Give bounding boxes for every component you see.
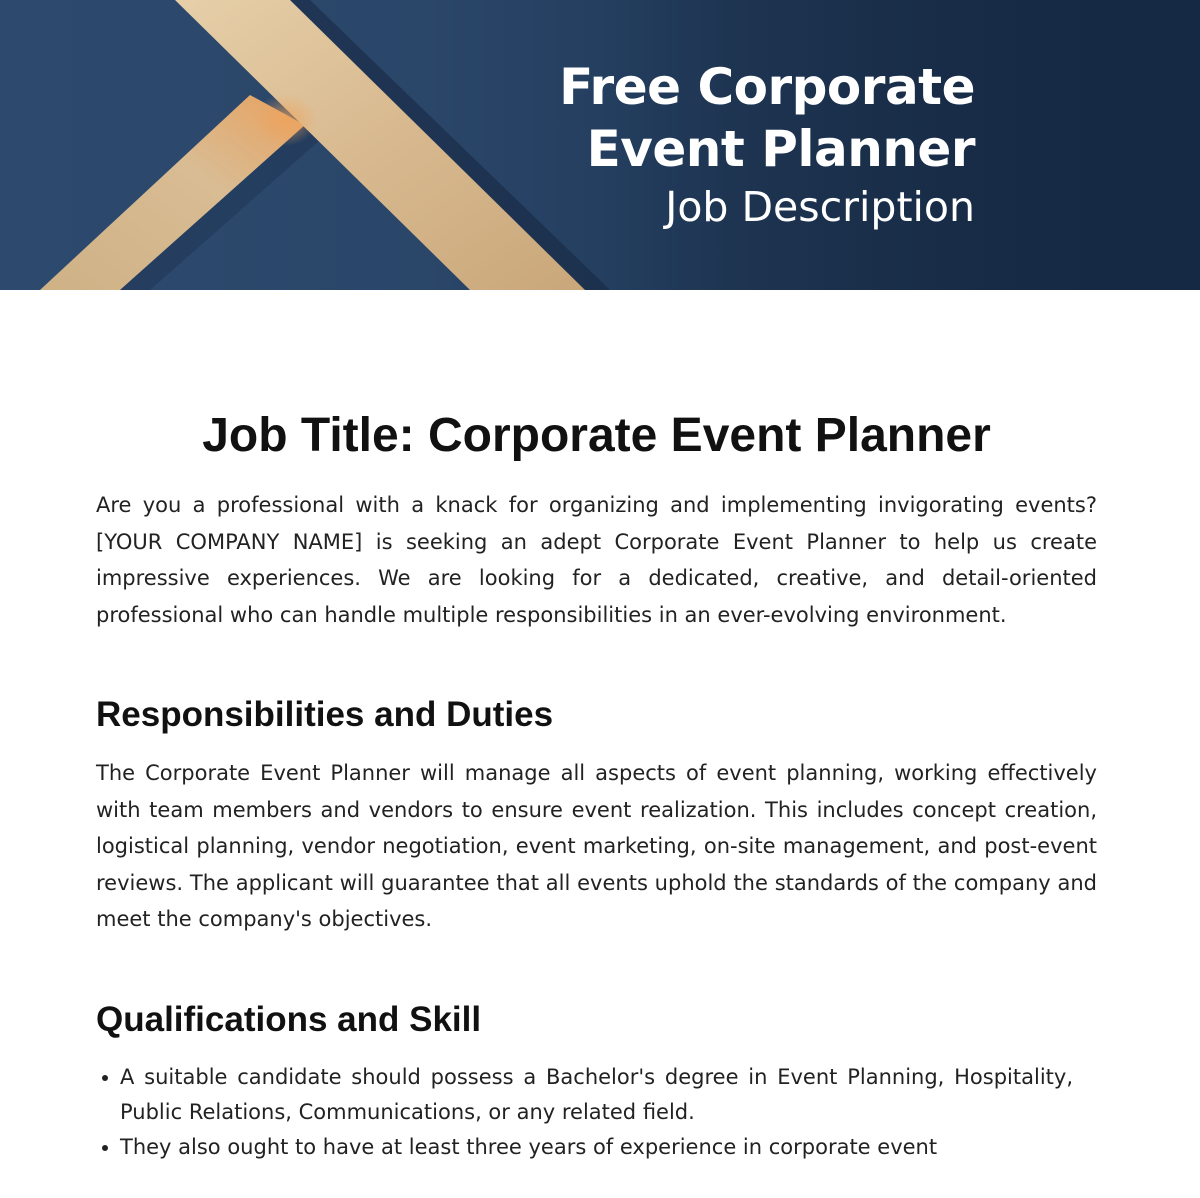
bullet-icon [102,1145,108,1151]
qualifications-heading: Qualifications and Skill [96,999,482,1039]
document-body [96,405,1097,1165]
job-title-heading: Job Title: Corporate Event Planner [202,409,991,462]
banner-heading-group [559,56,975,234]
list-item-text: A suitable candidate should possess a Bachelor's degree in Event Planning, Hospitality, Public Relations, Communications, or any related field. [120,1064,1073,1124]
list-item [96,1130,1073,1165]
intro-paragraph: Are you a professional with a knack for organizing and implementing invigorating events? [YOUR COMPANY NAME] is seeking an adept Corporate Event Planner to help us create impressive experiences. We are looking for a dedicated, creative, and detail-oriented professional who can handle multiple responsibilities in an ever-evolving environment. [96,493,1097,627]
responsibilities-paragraph: The Corporate Event Planner will manage all aspects of event planning, working effectively with team members and vendors to ensure event realization. This includes concept creation, logistical planning, vendor negotiation, event marketing, on-site management, and post-event reviews. The applicant will guarantee that all events uphold the standards of the company and meet the company's objectives. [96,761,1097,931]
bullet-icon [102,1075,108,1081]
header-banner [0,0,1200,290]
banner-title-line2: Event Planner [586,120,975,178]
list-item [96,1060,1073,1130]
list-item-text: They also ought to have at least three years of experience in corporate event [120,1134,938,1159]
banner-title-line1: Free Corporate [559,58,975,116]
banner-subtitle: Job Description [665,183,975,231]
responsibilities-heading: Responsibilities and Duties [96,695,554,734]
qualifications-list [96,1060,1073,1165]
